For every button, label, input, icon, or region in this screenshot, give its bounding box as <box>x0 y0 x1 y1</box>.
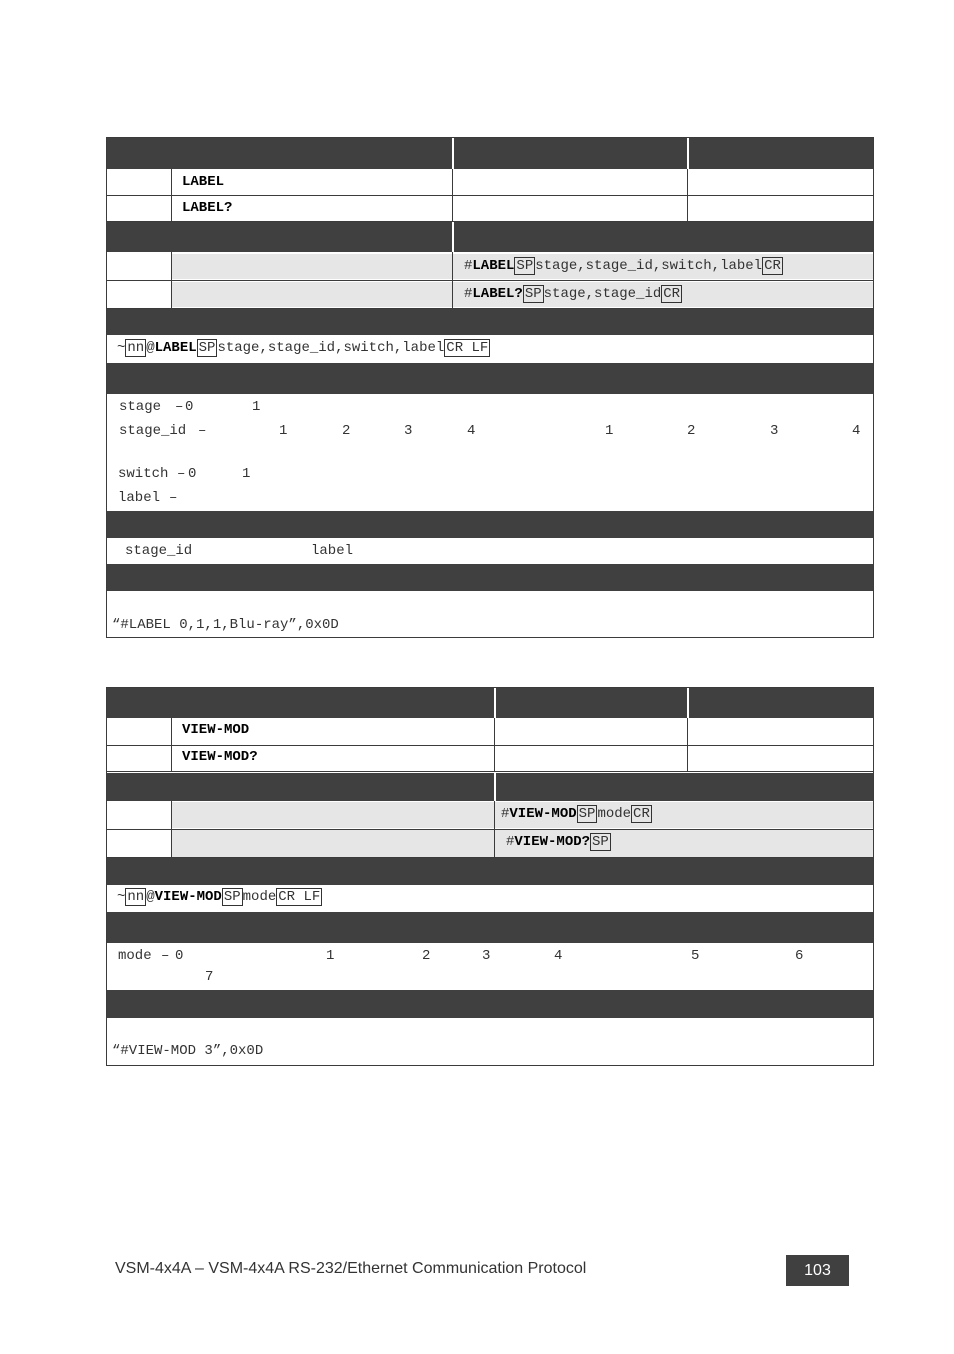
syntax-header-row <box>107 773 873 801</box>
param-stage: stage <box>119 399 162 415</box>
example-text: “#VIEW-MOD 3”,0x0D <box>112 1043 264 1059</box>
syntax-set: #LABEL SP stage,stage_id,switch,label CR <box>464 258 781 274</box>
table-header-row <box>107 138 873 169</box>
footer-title: VSM-4x4A – VSM-4x4A RS-232/Ethernet Communication Protocol <box>115 1260 587 1277</box>
command-set-name: LABEL <box>182 174 225 190</box>
triggers-header-row <box>107 511 873 538</box>
trigger-stage-id: stage_id <box>125 543 193 559</box>
parameters-header-row <box>107 912 873 943</box>
syntax-get: #VIEW-MOD? SP <box>506 834 609 850</box>
param-mode: mode <box>118 948 152 964</box>
syntax-header-row <box>107 222 873 252</box>
command-set-name: VIEW-MOD <box>182 722 250 738</box>
example-header-row <box>107 990 873 1018</box>
table-header-row <box>107 688 873 718</box>
example-text: “#LABEL 0,1,1,Blu-ray”,0x0D <box>112 617 339 633</box>
command-get-name: LABEL? <box>182 200 233 216</box>
syntax-get: #LABEL? SP stage,stage_id CR <box>464 286 681 302</box>
trigger-label: label <box>311 543 354 559</box>
response-syntax: ~ nn @LABEL SP stage,stage_id,switch,label CR LF <box>117 340 489 356</box>
page-number: 103 <box>786 1255 849 1286</box>
response-header-row <box>107 858 873 885</box>
response-header-row <box>107 309 873 335</box>
syntax-set: #VIEW-MOD SP mode CR <box>501 806 650 822</box>
label-command-table: LABEL LABEL? #LABEL SP stage,stage_id,switch,label CR #LABEL? SP stage,stage_id CR ~ nn @LABEL SP stage,stage_id,switch,label CR LF stage – 0 1 stage_id – 1 2 3 4 1 2 3 4 switch – 0 1 label – stage_id label “#LABEL 0,1,1,Blu-ray”,0x0D <box>106 137 874 638</box>
response-syntax: ~ nn @VIEW-MOD SP mode CR LF <box>117 889 321 905</box>
command-get-name: VIEW-MOD? <box>182 749 258 765</box>
param-switch: switch <box>118 466 169 482</box>
example-header-row <box>107 564 873 591</box>
parameters-header-row <box>107 363 873 394</box>
param-label: label <box>118 490 161 506</box>
view-mod-command-table: VIEW-MOD VIEW-MOD? #VIEW-MOD SP mode CR #VIEW-MOD? SP ~ nn @VIEW-MOD SP mode CR LF mode – 0 1 2 3 4 5 6 7 “#VIEW-MOD 3”,0x0D <box>106 687 874 1066</box>
param-stage-id: stage_id <box>119 423 187 439</box>
